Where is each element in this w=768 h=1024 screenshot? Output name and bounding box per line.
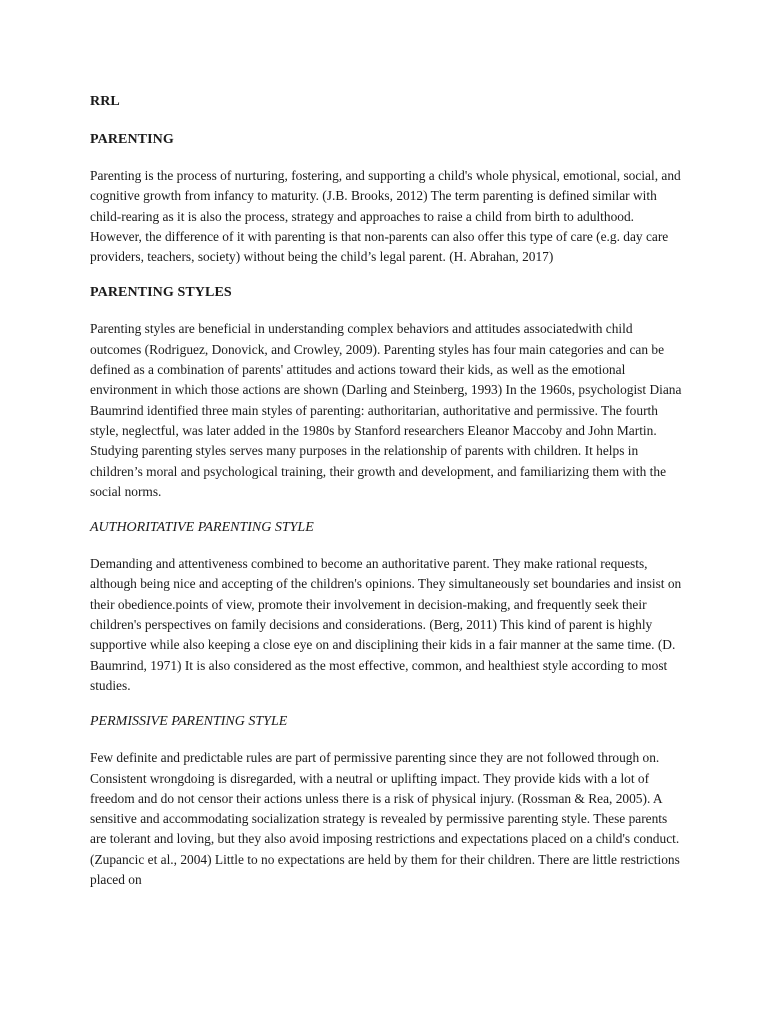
document-title: RRL [90,94,120,109]
section-heading-authoritative: AUTHORITATIVE PARENTING STYLE [90,520,314,536]
section-heading-permissive: PERMISSIVE PARENTING STYLE [90,714,288,730]
paragraph-permissive: Few definite and predictable rules are part of permissive parenting since they are not followed through on. Consistent wrongdoing is disregarded, with a neutral or uplifting impact. They provide kids with a lot of freedom and do not censor their actions unless there is a risk of physical injury. (Rossman & Rea, 2005). A sensitive and accommodating socialization strategy is revealed by permissive parenting style. These parents are tolerant and loving, but they also avoid imposing restrictions and expectations placed on a child's conduct. (Zupancic et al., 2004) Little to no expectations are held by them for their children. There are little restrictions placed on [90,750,680,888]
document-body [90,92,686,890]
section-heading-parenting: PARENTING [90,132,174,147]
paragraph-parenting: Parenting is the process of nurturing, fostering, and supporting a child's whole physical, emotional, social, and cognitive growth from infancy to maturity. (J.B. Brooks, 2012) The term parenting is defined similar with child-rearing as it is also the process, strategy and approaches to raise a child from birth to adulthood. However, the difference of it with parenting is that non-parents can also offer this type of care (e.g. day care providers, teachers, society) without being the child’s legal parent. (H. Abrahan, 2017) [90,168,681,265]
paragraph-parenting-styles: Parenting styles are beneficial in understanding complex behaviors and attitudes associatedwith child outcomes (Rodriguez, Donovick, and Crowley, 2009). Parenting styles has four main categories and can be defined as a combination of parents' attitudes and actions toward their kids, as well as the emotional environment in which those actions are shown (Darling and Steinberg, 1993) In the 1960s, psychologist Diana Baumrind identified three main styles of parenting: authoritarian, authoritative and permissive. The fourth style, neglectful, was later added in the 1980s by Stanford researchers Eleanor Maccoby and John Martin. Studying parenting styles serves many purposes in the relationship of parents with children. It helps in children’s moral and psychological training, their growth and development, and familiarizing them with the social norms. [90,321,682,499]
section-heading-parenting-styles: PARENTING STYLES [90,285,232,301]
paragraph-authoritative: Demanding and attentiveness combined to become an authoritative parent. They make rational requests, although being nice and accepting of the children's opinions. They simultaneously set boundaries and insist on their obedience.points of view, promote their involvement in decision-making, and frequently seek their children's perspectives on family decisions and considerations. (Berg, 2011) This kind of parent is highly supportive while also keeping a close eye on and disciplining their kids in a fair manner at the same time. (D. Baumrind, 1971) It is also considered as the most effective, common, and healthiest style according to most studies. [90,556,682,693]
